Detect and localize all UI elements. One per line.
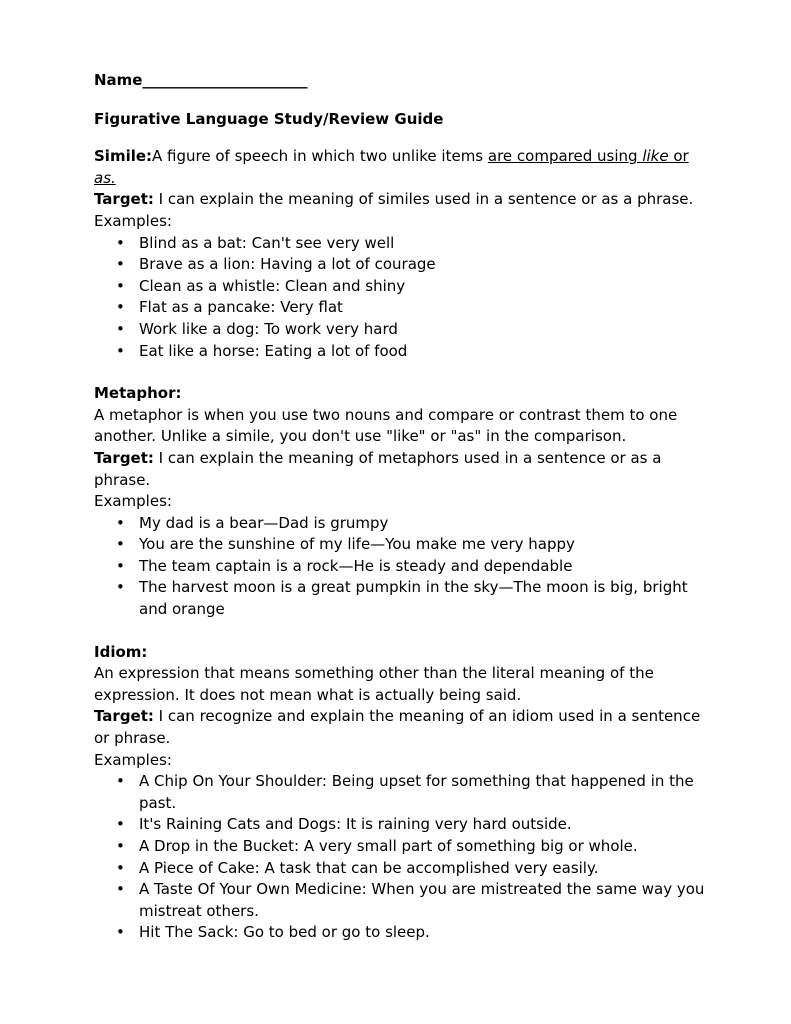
- list-item-text: You are the sunshine of my life—You make me very happy: [139, 535, 575, 554]
- bullet-icon: •: [116, 233, 125, 252]
- list-item-text: Eat like a horse: Eating a lot of food: [139, 341, 408, 360]
- list-item: [94, 836, 714, 858]
- idiom-examples-label: Examples:: [94, 750, 172, 769]
- idiom-target-label: Target:: [94, 707, 154, 726]
- idiom-target: [94, 706, 714, 749]
- list-item-text: Hit The Sack: Go to bed or go to sleep.: [139, 923, 430, 942]
- simile-def-underlined-text: are compared using: [487, 147, 643, 166]
- bullet-icon: •: [116, 772, 125, 791]
- metaphor-target-text: I can explain the meaning of metaphors used in a sentence or as a phrase.: [94, 448, 662, 489]
- list-item: [94, 577, 714, 620]
- bullet-icon: •: [116, 858, 125, 877]
- simile-examples-label: Examples:: [94, 211, 172, 230]
- bullet-icon: •: [116, 923, 125, 942]
- list-item: [94, 771, 714, 814]
- simile-definition: [94, 146, 714, 189]
- document-content: [94, 70, 714, 944]
- simile-target-label: Target:: [94, 190, 154, 209]
- metaphor-heading: Metaphor:: [94, 384, 182, 403]
- metaphor-target-label: Target:: [94, 448, 154, 467]
- list-item-text: My dad is a bear—Dad is grumpy: [139, 513, 389, 532]
- simile-def-like: like: [642, 147, 669, 166]
- list-item: [94, 534, 714, 556]
- bullet-icon: •: [116, 298, 125, 317]
- list-item: [94, 297, 714, 319]
- bullet-icon: •: [116, 815, 125, 834]
- list-item: [94, 922, 714, 944]
- simile-examples-list: [94, 233, 714, 363]
- list-item-text: A Chip On Your Shoulder: Being upset for something that happened in the past.: [139, 772, 694, 812]
- list-item-text: The team captain is a rock—He is steady and dependable: [139, 556, 573, 575]
- bullet-icon: •: [116, 513, 125, 532]
- name-line: Name______________________: [94, 71, 308, 89]
- list-item: [94, 858, 714, 880]
- list-item: [94, 814, 714, 836]
- idiom-section: [94, 642, 714, 944]
- list-item-text: It's Raining Cats and Dogs: It is raining very hard outside.: [139, 815, 572, 834]
- list-item-text: Clean as a whistle: Clean and shiny: [139, 276, 406, 295]
- simile-def-or: or: [668, 147, 689, 166]
- list-item-text: A Drop in the Bucket: A very small part of something big or whole.: [139, 837, 638, 855]
- metaphor-examples-list: [94, 513, 714, 621]
- idiom-examples-list: [94, 771, 714, 944]
- list-item: [94, 513, 714, 535]
- list-item: [94, 556, 714, 578]
- list-item-text: A Taste Of Your Own Medicine: When you are mistreated the same way you mistreat others.: [139, 880, 705, 920]
- simile-def-text: A figure of speech in which two unlike items: [152, 147, 488, 166]
- list-item-text: Work like a dog: To work very hard: [139, 319, 398, 338]
- list-item-text: Brave as a lion: Having a lot of courage: [139, 255, 436, 274]
- simile-def-as: as.: [94, 168, 116, 187]
- bullet-icon: •: [116, 556, 125, 575]
- simile-target: [94, 189, 714, 211]
- metaphor-examples-label: Examples:: [94, 492, 172, 511]
- list-item: [94, 254, 714, 276]
- metaphor-target: [94, 448, 714, 491]
- bullet-icon: •: [116, 837, 125, 855]
- idiom-target-text: I can recognize and explain the meaning of an idiom used in a sentence or phrase.: [94, 707, 701, 748]
- page-title: Figurative Language Study/Review Guide: [94, 109, 444, 128]
- list-item: [94, 233, 714, 255]
- list-item-text: Blind as a bat: Can't see very well: [139, 233, 395, 252]
- list-item: [94, 319, 714, 341]
- list-item-text: The harvest moon is a great pumpkin in the sky—The moon is big, bright and orange: [139, 578, 688, 619]
- list-item-text: A Piece of Cake: A task that can be accomplished very easily.: [139, 858, 599, 877]
- metaphor-definition: A metaphor is when you use two nouns and compare or contrast them to one another. Unlike a simile, you don't use "like" or "as" in the comparison.: [94, 405, 678, 446]
- idiom-heading: Idiom:: [94, 642, 148, 661]
- simile-target-text: I can explain the meaning of similes used in a sentence or as a phrase.: [153, 190, 694, 209]
- list-item: [94, 879, 714, 922]
- list-item-text: Flat as a pancake: Very flat: [139, 298, 343, 317]
- bullet-icon: •: [116, 341, 125, 360]
- list-item: [94, 276, 714, 298]
- idiom-definition: An expression that means something other than the literal meaning of the expression. It does not mean what is actually being said.: [94, 664, 654, 704]
- bullet-icon: •: [116, 255, 125, 274]
- simile-heading: Simile:: [94, 147, 153, 166]
- simile-section: [94, 146, 714, 362]
- bullet-icon: •: [116, 880, 125, 899]
- metaphor-section: [94, 383, 714, 621]
- bullet-icon: •: [116, 578, 125, 597]
- bullet-icon: •: [116, 276, 125, 295]
- bullet-icon: •: [116, 319, 125, 338]
- list-item: [94, 341, 714, 363]
- bullet-icon: •: [116, 535, 125, 554]
